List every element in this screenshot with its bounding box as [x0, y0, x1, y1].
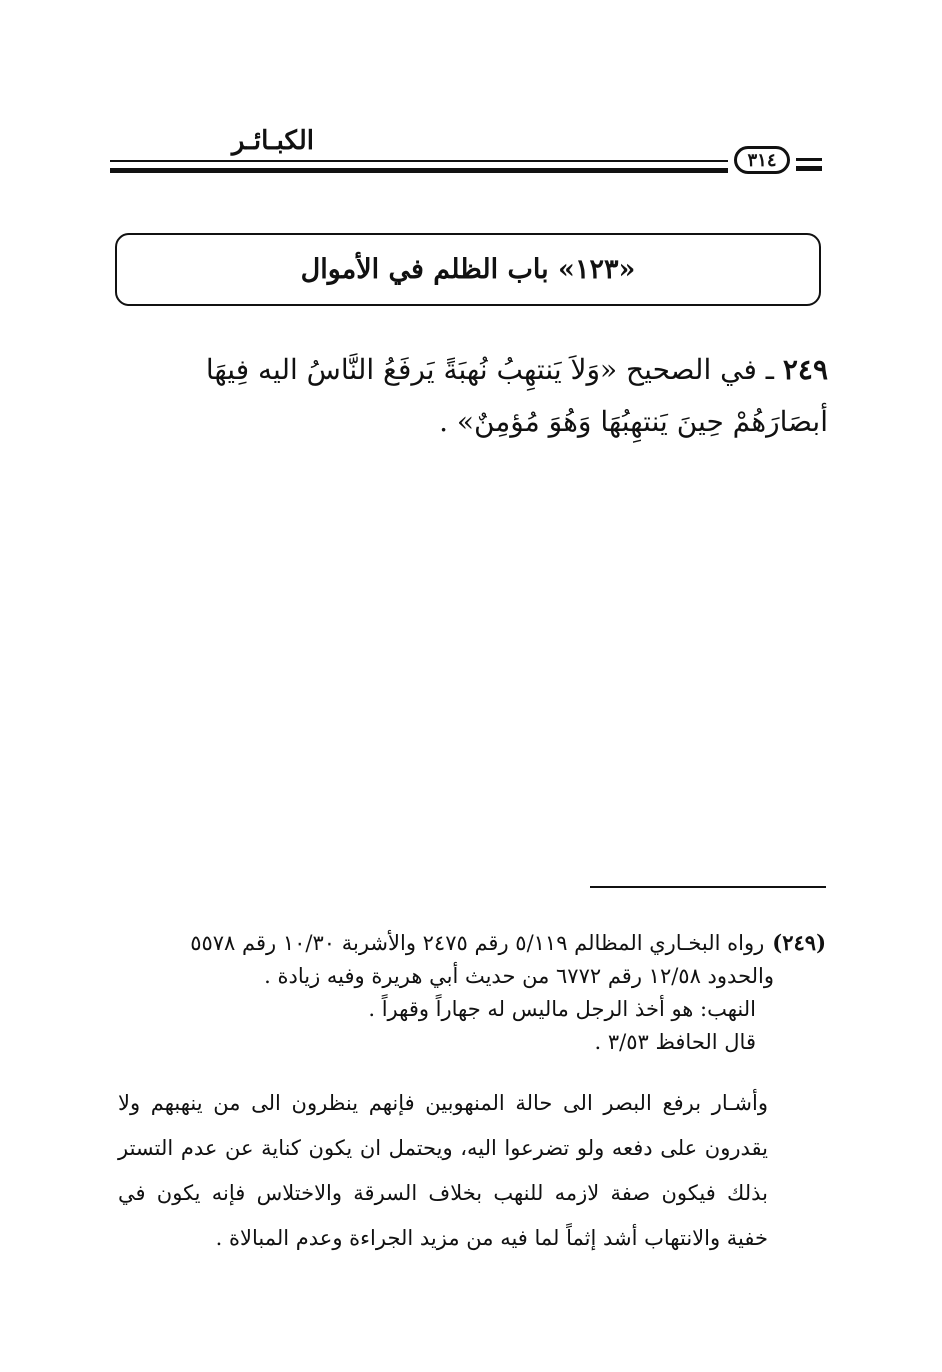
hadith-number: ٢٤٩: [782, 353, 828, 386]
header-rule-right-thick: [796, 166, 822, 171]
hadith-text: ـ في الصحيح «وَلاَ يَنتهِبُ نُهبَةً يَرفَعُ النَّاسُ اليه فِيهَا أبصَارَهُمْ حِينَ يَنتهِبُهَا وَهُوَ مُؤمِنٌ» .: [205, 353, 828, 438]
footnote-explanation: وأشـار برفع البصر الى حالة المنهوبين فإنهم ينظرون الى من ينهبهم ولا يقدرون على دفعه ولو تضرعوا اليه، ويحتمل ان يكون كناية عن عدم التستر بذلك فيكون صفة لازمه للنهب بخلاف السرقة والاختلاس فإنه يكون في خفية والانتهاب أشد إثماً لما فيه من مزيد الجراءة وعدم المبالاة .: [118, 1091, 768, 1250]
footnote-citation: قال الحافظ ٣/٥٣ .: [594, 1030, 756, 1054]
header-rule-thick: [110, 168, 728, 173]
footnote-source-line-2: والحدود ١٢/٥٨ رقم ٦٧٧٢ من حديث أبي هريرة وفيه زيادة .: [264, 964, 774, 988]
chapter-title: «١٢٣» باب الظلم في الأموال: [300, 254, 636, 285]
footnote-separator: [590, 886, 826, 888]
header-rule-right-thin: [796, 158, 822, 161]
header-rule-thin: [110, 160, 728, 162]
footnote-definition: النهب: هو أخذ الرجل ماليس له جهاراً وقهراً .: [368, 997, 756, 1021]
footnotes-block: [118, 926, 826, 1261]
hadith-text-block: [118, 344, 828, 448]
page-header: [110, 126, 822, 182]
footnote-ref: (٢٤٩): [772, 930, 826, 955]
book-title: الكبـائـر: [231, 126, 314, 156]
footnote-source-line-1: [118, 926, 826, 960]
chapter-heading-box: [115, 233, 821, 306]
page-number: ٣١٤: [734, 146, 790, 174]
footnote-source-text-1: رواه البخـاري المظالم ٥/١١٩ رقم ٢٤٧٥ والأشربة ١٠/٣٠ رقم ٥٥٧٨: [190, 931, 765, 955]
